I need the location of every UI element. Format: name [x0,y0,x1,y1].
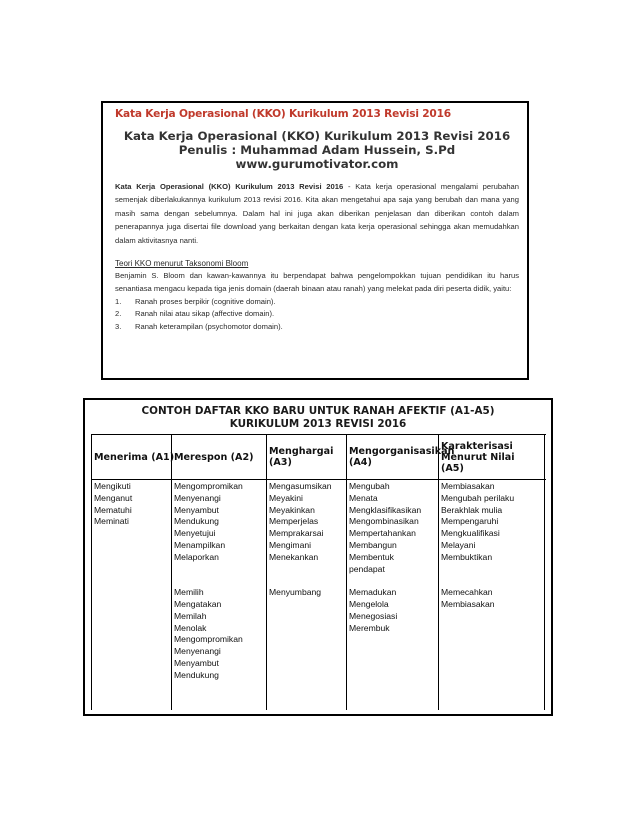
table-cell [92,481,174,528]
article-heading: Kata Kerja Operasional (KKO) Kurikulum 2013 Revisi 2016 [123,129,511,143]
article-header [115,129,519,171]
verb-item: Memperjelas [269,516,319,527]
table-cell [439,481,547,611]
table-column-header [92,435,175,479]
verb-item: Membiasakan [441,598,495,609]
verb-item: Menyenangi [174,492,221,503]
verb-item: Mengubah perilaku [441,492,515,503]
table-column-header [267,435,347,479]
verb-item: Meminati [94,516,129,527]
verb-item: Menyambut [174,504,219,515]
list-item [115,321,519,334]
column-header-line: Menurut Nilai [441,451,515,463]
list-item-number: 2. [115,309,122,319]
verb-item: Membuktikan [441,551,493,562]
intro-bold-lead: Kata Kerja Operasional (KKO) Kurikulum 2013 Revisi 2016 [115,182,344,191]
table-cell [267,481,349,599]
verb-item: Mematuhi [94,504,132,515]
verb-item: pendapat [349,563,385,574]
table-title-line2: KURIKULUM 2013 REVISI 2016 [229,418,407,430]
verb-item: Mempengaruhi [441,516,499,527]
article-website: www.gurumotivator.com [235,157,399,171]
verb-item: Mengasumsikan [269,481,332,491]
column-header-line: Menghargai [269,446,334,457]
verb-item: Mengombinasikan [349,516,419,527]
list-item-text: Ranah proses berpikir (cognitive domain). [135,296,276,306]
table-column-header [439,435,545,479]
verb-item: Membangun [349,539,397,550]
column-header-line: Mengorganisasikan [349,446,455,457]
column-header-line: (A5) [441,462,464,474]
verb-item: Melaporkan [174,551,219,562]
verb-item: Membentuk [349,551,394,562]
verb-item: Merembuk [349,622,390,633]
column-header-line: Karakterisasi [441,440,513,452]
domain-list [115,296,519,334]
verb-item: Menampilkan [174,539,226,550]
verb-item: Mempertahankan [349,528,416,539]
verb-item: Mengkualifikasi [441,528,500,539]
column-header-line: (A3) [269,457,292,468]
verb-item: Mendukung [174,669,219,680]
table-title-line1: CONTOH DAFTAR KKO BARU UNTUK RANAH AFEKTIF (A1-A5) [141,405,495,417]
verb-item: Memecahkan [441,587,493,598]
list-item-text: Ranah keterampilan (psychomotor domain). [135,322,283,332]
verb-item: Memadukan [349,587,397,598]
table-cell [347,481,441,634]
verb-item: Menegosiasi [349,610,398,621]
verb-item: Mengompromikan [174,634,243,645]
table-column-header [172,435,267,479]
column-header-line: Menerima (A1) [94,451,175,463]
verb-item: Mengatakan [174,598,222,609]
kko-table [91,434,546,710]
article-excerpt-panel [101,101,529,380]
verb-item: Mengikuti [94,481,131,491]
list-item [115,296,519,309]
verb-item: Mendukung [174,516,219,527]
verb-item: Mengklasifikasikan [349,504,422,515]
verb-item: Meyakini [269,492,303,503]
verb-item: Menata [349,492,378,503]
verb-item: Menyumbang [269,587,322,598]
table-cell [172,481,269,682]
bloom-section [115,258,519,334]
verb-item: Mengimani [269,539,312,550]
intro-text: - Kata kerja operasional mengalami perubahan semenjak diberlakukannya kurikulum 2013 revisi 2016. Kita akan mengetahui apa saja yang berubah dan mana yang masih sama dengan sebelumnya. Dalam hal ini juga akan diberikan penjelasan dan diberikan contoh dalam penerapannya juga disertai file download yang berkaitan dengan kata kerja operasional sehingga akan memudahkan dalam aktivitasnya nanti. [115,182,519,245]
verb-item: Membiasakan [441,481,495,491]
verb-item: Menyambut [174,657,219,668]
verb-item: Menekankan [269,551,319,562]
verb-item: Mengubah [349,481,390,491]
intro-paragraph [115,180,519,247]
verb-item: Memprakarsai [269,528,324,539]
verb-item: Memilih [174,587,204,598]
list-item-number: 1. [115,296,122,306]
verb-item: Menganut [94,492,133,503]
verb-item: Menolak [174,622,207,633]
column-header-line: (A4) [349,457,372,468]
verb-item: Mengompromikan [174,481,243,491]
verb-item: Menyetujui [174,528,216,539]
kko-table-panel [83,398,553,716]
verb-item: Melayani [441,539,476,550]
bloom-paragraph: Benjamin S. Bloom dan kawan-kawannya itu berpendapat bahwa pengelompokkan tujuan pendidikan itu harus senantiasa mengacu kepada tiga jenis domain (daerah binaan atau ranah) yang melekat pada diri peserta didik, yaitu: [115,271,519,294]
bloom-section-title: Teori KKO menurut Taksonomi Bloom [115,259,249,269]
table-title [85,405,551,431]
list-item-number: 3. [115,322,122,332]
list-item-text: Ranah nilai atau sikap (affective domain). [135,309,275,319]
blog-post-title: Kata Kerja Operasional (KKO) Kurikulum 2013 Revisi 2016 [115,108,451,120]
verb-item: Berakhlak mulia [441,504,503,515]
verb-item: Meyakinkan [269,504,315,515]
verb-item: Memilah [174,610,207,621]
article-author: Penulis : Muhammad Adam Hussein, S.Pd [178,143,456,157]
verb-item: Menyenangi [174,646,221,657]
list-item [115,308,519,321]
verb-item: Mengelola [349,598,389,609]
column-header-line: Merespon (A2) [174,451,254,463]
